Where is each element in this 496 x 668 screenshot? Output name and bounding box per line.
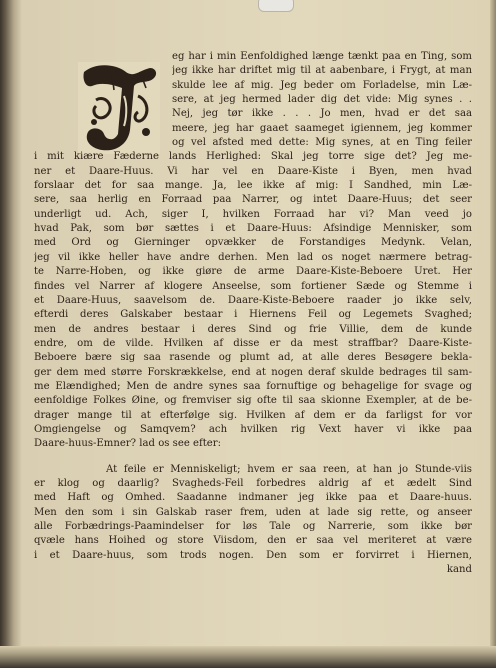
catchword: kand [446, 564, 472, 576]
page-edge-bottom [0, 646, 496, 668]
text-line: forslaar det for saa mange. Ja, lee ikke af mig: I Sandhed, min Læ- [34, 180, 472, 192]
page-edge-right [490, 0, 496, 668]
text-line: meere, jeg har gaaet saameget igiennem, jeg kommer [172, 122, 472, 134]
paragraph-2 [34, 463, 472, 578]
paragraph-1 [34, 50, 472, 452]
text-line: Omgiengelse og Samqvem? ach hvilken rig Vext haver vi ikke paa [34, 423, 472, 435]
text-line: eenfoldige Folkes Øine, og fremviser sig ofte til saa skionne Exempler, at de be- [34, 395, 472, 407]
text-line: men de andres bestaar i deres Sind og frie Villie, dem de kunde [34, 323, 472, 335]
text-line: sere, saa herlig en Forraad paa Narrer, og intet Daare-Huus; det seer [34, 194, 472, 206]
text-line: i et Daare-huus, som trods nogen. Den som er forvirret i Hiernen, [34, 549, 472, 561]
binder-clip-top [258, 0, 294, 12]
text-line: Daare-huus-Emner? lad os see efter: [34, 438, 221, 450]
text-line: me Elændighed; Men de andre synes saa fornuftige og behagelige for svage og [34, 380, 472, 392]
text-line: et Daare-Huus, saavelsom de. Daare-Kiste-Beboere raader jo ikke selv, [34, 294, 472, 306]
text-line: hvad Pak, som bør sættes i et Daare-Huus: Afsindige Mennisker, som [34, 223, 472, 235]
text-line: eg har i min Eenfoldighed længe tænkt paa en Ting, som [172, 51, 472, 62]
text-line: og vel afsted med dette: Mig synes, at en Ting feiler [172, 137, 472, 149]
text-line: endre, om de vilde. Hvilken af disse er da mest straffbar? Daare-Kiste- [34, 337, 472, 349]
text-line: qvæle hans Hoihed og store Viisdom, den er saa vel meriteret at være [34, 535, 472, 547]
text-line: At feile er Menniskeligt; hvem er saa reen, at han jo Stunde-viis [106, 463, 472, 475]
document-body [34, 50, 472, 577]
text-line: jeg vil ikke heller have andre derhen. Men lad os noget nærmere betrag- [34, 251, 472, 263]
text-line: med Ord og Gierninger opvækker de Forstandiges Medynk. Velan, [34, 237, 472, 249]
text-line: skulde lee af mig. Jeg beder om Forladelse, min Læ- [172, 79, 472, 91]
text-line: med Haft og Omhed. Saadanne indmaner jeg ikke paa et Daare-huus. [34, 492, 472, 504]
text-line: er klog og daarlig? Svagheds-Feil forbedres aldrig af et ædelt Sind [34, 477, 472, 489]
text-line: ner et Daare-Huus. Vi har vel en Daare-Kiste i Byen, men hvad [34, 165, 472, 177]
text-line: underligt ud. Ach, siger I, hvilken Forraad har vi? Man veed jo [34, 208, 472, 220]
text-line: efterdi deres Galskaber bestaar i Hiernens Feil og Legemets Svaghed; [34, 309, 472, 321]
text-line: Beboere bære sig saa rasende og plumt ad, at alle deres Besøgere bekla- [34, 352, 472, 364]
text-line: te Narre-Hoben, og ikke giøre de arme Daare-Kiste-Beboere Uret. Her [34, 266, 472, 278]
text-line: jeg ikke har driftet mig til at aabenbare, i Frygt, at man [172, 65, 472, 77]
text-line: Nej, jeg tør ikke . . . Jo men, hvad er det saa [172, 108, 472, 120]
text-line: findes vel Narrer af klogere Anseelse, som fortiener Sæde og Stemme i [34, 280, 472, 292]
text-line: i mit kiære Fæderne lands Herlighed: Skal jeg torre sige det? Jeg me- [34, 151, 472, 163]
text-line: drager mange til at efterfølge sig. Hvilken af dem er da farligst for vor [34, 409, 472, 421]
text-line: alle Forbædrings-Paamindelser for løs Tale og Narrerie, som ikke bør [34, 521, 472, 532]
text-line: ger dem med større Forskrækkelse, end at nogen deraf skulde bedrages til sam- [34, 366, 472, 378]
text-line: sere, at jeg hermed lader dig det vide: Mig synes . . [172, 94, 472, 106]
text-line: Men den som i sin Galskab raser frem, uden at lade sig rette, og anseer [34, 506, 472, 518]
